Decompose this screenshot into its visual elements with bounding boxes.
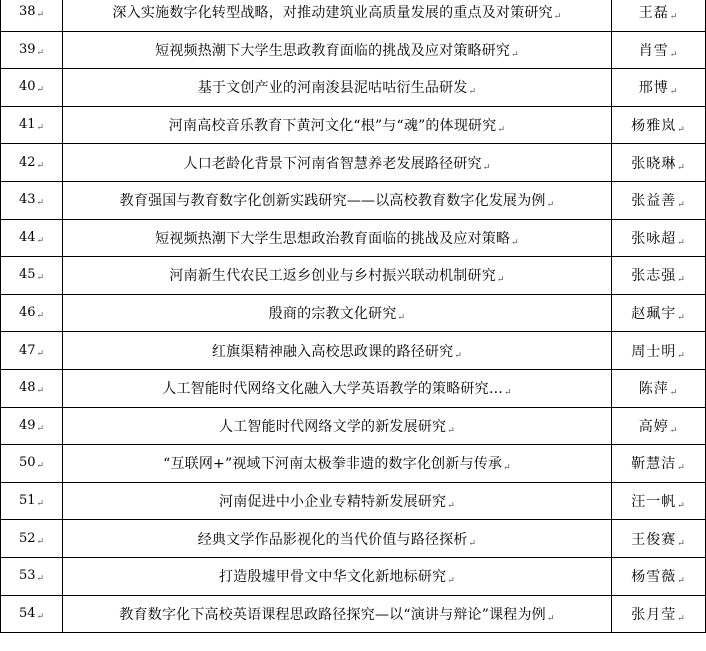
- project-title-text: 基于文创产业的河南浚县泥咕咕衍生品研发: [197, 80, 468, 97]
- paragraph-mark-icon: ↵: [677, 350, 686, 361]
- row-number-text: 38: [19, 4, 36, 20]
- project-title-text: 殷商的宗教文化研究: [268, 306, 397, 323]
- row-number-text: 43: [19, 192, 36, 208]
- row-number-cell: [1, 69, 63, 107]
- project-title-text: 红旗渠精神融入高校思政课的路径研究: [211, 343, 454, 360]
- person-name-cell: [612, 181, 706, 219]
- project-title-text: 河南新生代农民工返乡创业与乡村振兴联动机制研究: [169, 268, 496, 285]
- project-title-cell: [63, 595, 612, 633]
- project-title-cell: [63, 369, 612, 407]
- table-row: [1, 482, 706, 520]
- row-number-text: 49: [19, 417, 36, 433]
- row-number-text: 46: [19, 305, 36, 321]
- paragraph-mark-icon: ↵: [36, 611, 45, 622]
- paragraph-mark-icon: ↵: [504, 388, 512, 399]
- paragraph-mark-icon: ↵: [669, 12, 679, 23]
- paragraph-mark-icon: ↵: [677, 275, 686, 286]
- table-row: [1, 106, 706, 144]
- row-number-text: 52: [19, 530, 36, 546]
- person-name-text: 肖雪: [638, 42, 669, 59]
- paragraph-mark-icon: ↵: [677, 613, 686, 624]
- project-title-text: 短视频热潮下大学生思政教育面临的挑战及应对策略研究: [155, 42, 511, 59]
- row-number-cell: [1, 482, 63, 520]
- row-number-cell: [1, 332, 63, 370]
- paragraph-mark-icon: ↵: [468, 538, 477, 549]
- paragraph-mark-icon: ↵: [36, 348, 45, 359]
- paragraph-mark-icon: ↵: [553, 12, 562, 23]
- paragraph-mark-icon: ↵: [669, 87, 679, 98]
- table-row: [1, 445, 706, 483]
- person-name-cell: [612, 0, 706, 31]
- row-number-text: 41: [19, 117, 36, 133]
- paragraph-mark-icon: ↵: [468, 87, 477, 98]
- paragraph-mark-icon: ↵: [36, 574, 45, 585]
- row-number-text: 44: [19, 229, 36, 245]
- person-name-cell: [612, 144, 706, 182]
- person-name-cell: [612, 407, 706, 445]
- paragraph-mark-icon: ↵: [669, 425, 679, 436]
- project-title-text: 经典文学作品影视化的当代价值与路径探析: [197, 531, 468, 548]
- project-title-text: 打造殷墟甲骨文中华文化新地标研究: [219, 569, 447, 586]
- person-name-text: 王俊赛: [631, 531, 677, 548]
- project-title-cell: [63, 257, 612, 295]
- row-number-cell: [1, 520, 63, 558]
- paragraph-mark-icon: ↵: [36, 423, 45, 434]
- paragraph-mark-icon: ↵: [36, 198, 45, 209]
- paragraph-mark-icon: ↵: [677, 501, 686, 512]
- person-name-cell: [612, 482, 706, 520]
- table-row: [1, 219, 706, 257]
- project-title-text: 河南促进中小企业专精特新发展研究: [219, 494, 447, 511]
- person-name-text: 邢博: [638, 80, 669, 97]
- table-row: [1, 257, 706, 295]
- person-name-cell: [612, 69, 706, 107]
- row-number-cell: [1, 294, 63, 332]
- table-row: [1, 144, 706, 182]
- table-row: [1, 369, 706, 407]
- project-title-cell: [63, 181, 612, 219]
- project-title-cell: [63, 520, 612, 558]
- row-number-cell: [1, 106, 63, 144]
- project-title-cell: [63, 482, 612, 520]
- project-title-text: 人工智能时代网络文学的新发展研究: [219, 418, 447, 435]
- person-name-text: 靳慧洁: [631, 456, 677, 473]
- project-title-cell: [63, 0, 612, 31]
- person-name-text: 汪一帆: [631, 494, 677, 511]
- row-number-cell: [1, 557, 63, 595]
- table-row: [1, 31, 706, 69]
- row-number-cell: [1, 407, 63, 445]
- table-row: [1, 557, 706, 595]
- person-name-cell: [612, 595, 706, 633]
- paragraph-mark-icon: ↵: [677, 237, 686, 248]
- paragraph-mark-icon: ↵: [447, 425, 455, 436]
- row-number-text: 50: [19, 455, 36, 471]
- row-number-cell: [1, 181, 63, 219]
- project-title-cell: [63, 294, 612, 332]
- paragraph-mark-icon: ↵: [546, 200, 555, 211]
- row-number-cell: [1, 369, 63, 407]
- paragraph-mark-icon: ↵: [669, 388, 679, 399]
- paragraph-mark-icon: ↵: [511, 237, 519, 248]
- person-name-text: 张益善: [631, 193, 677, 210]
- paragraph-mark-icon: ↵: [36, 235, 45, 246]
- row-number-text: 48: [19, 380, 36, 396]
- person-name-text: 张月莹: [631, 606, 677, 623]
- person-name-cell: [612, 294, 706, 332]
- project-title-text: 短视频热潮下大学生思想政治教育面临的挑战及应对策略: [155, 230, 511, 247]
- project-title-cell: [63, 557, 612, 595]
- paragraph-mark-icon: ↵: [503, 463, 511, 474]
- paragraph-mark-icon: ↵: [677, 200, 686, 211]
- paragraph-mark-icon: ↵: [447, 576, 455, 587]
- project-title-cell: [63, 69, 612, 107]
- person-name-text: 张咏超: [631, 230, 677, 247]
- project-title-cell: [63, 332, 612, 370]
- project-title-cell: [63, 219, 612, 257]
- person-name-cell: [612, 219, 706, 257]
- table-row: [1, 520, 706, 558]
- project-title-cell: [63, 31, 612, 69]
- paragraph-mark-icon: ↵: [482, 162, 491, 173]
- paragraph-mark-icon: ↵: [397, 313, 406, 324]
- paragraph-mark-icon: ↵: [36, 386, 45, 397]
- paragraph-mark-icon: ↵: [36, 10, 45, 21]
- table-row: [1, 181, 706, 219]
- paragraph-mark-icon: ↵: [677, 125, 686, 136]
- person-name-text: 陈萍: [638, 381, 669, 398]
- paragraph-mark-icon: ↵: [454, 350, 463, 361]
- table-row: [1, 0, 706, 31]
- project-title-text: 教育数字化下高校英语课程思政路径探究—以“演讲与辩论”课程为例: [119, 606, 546, 623]
- paragraph-mark-icon: ↵: [669, 49, 679, 60]
- person-name-text: 杨雪薇: [631, 569, 677, 586]
- paragraph-mark-icon: ↵: [36, 311, 45, 322]
- paragraph-mark-icon: ↵: [36, 160, 45, 171]
- table-body: [1, 0, 706, 633]
- row-number-cell: [1, 0, 63, 31]
- project-title-cell: [63, 407, 612, 445]
- row-number-text: 45: [19, 267, 36, 283]
- row-number-cell: [1, 445, 63, 483]
- row-number-cell: [1, 144, 63, 182]
- person-name-text: 周士明: [631, 343, 677, 360]
- person-name-text: 杨雅岚: [631, 118, 677, 135]
- row-number-text: 39: [19, 41, 36, 57]
- person-name-cell: [612, 520, 706, 558]
- paragraph-mark-icon: ↵: [447, 501, 455, 512]
- paragraph-mark-icon: ↵: [36, 536, 45, 547]
- person-name-cell: [612, 31, 706, 69]
- paragraph-mark-icon: ↵: [497, 125, 506, 136]
- paragraph-mark-icon: ↵: [677, 576, 686, 587]
- paragraph-mark-icon: ↵: [36, 47, 45, 58]
- person-name-cell: [612, 106, 706, 144]
- table-row: [1, 294, 706, 332]
- person-name-cell: [612, 557, 706, 595]
- paragraph-mark-icon: ↵: [511, 49, 519, 60]
- row-number-text: 53: [19, 568, 36, 584]
- row-number-text: 51: [19, 493, 36, 509]
- person-name-text: 张晓琳: [631, 155, 677, 172]
- project-title-text: 教育强国与教育数字化创新实践研究——以高校教育数字化发展为例: [119, 193, 546, 210]
- table-row: [1, 69, 706, 107]
- row-number-text: 54: [19, 605, 36, 621]
- project-title-text: 人工智能时代网络文化融入大学英语教学的策略研究…: [162, 381, 504, 398]
- project-title-text: 深入实施数字化转型战略，对推动建筑业高质量发展的重点及对策研究: [112, 5, 553, 22]
- paragraph-mark-icon: ↵: [677, 538, 686, 549]
- project-title-cell: [63, 445, 612, 483]
- person-name-text: 高婷: [638, 418, 669, 435]
- person-name-text: 赵珮宇: [631, 306, 677, 323]
- paragraph-mark-icon: ↵: [36, 123, 45, 134]
- paragraph-mark-icon: ↵: [546, 613, 555, 624]
- person-name-cell: [612, 257, 706, 295]
- paragraph-mark-icon: ↵: [677, 463, 686, 474]
- row-number-text: 47: [19, 342, 36, 358]
- row-number-text: 42: [19, 154, 36, 170]
- row-number-cell: [1, 595, 63, 633]
- paragraph-mark-icon: ↵: [496, 275, 505, 286]
- project-title-text: 人口老龄化背景下河南省智慧养老发展路径研究: [183, 155, 482, 172]
- row-number-cell: [1, 219, 63, 257]
- project-title-cell: [63, 144, 612, 182]
- paragraph-mark-icon: ↵: [677, 313, 686, 324]
- paragraph-mark-icon: ↵: [36, 273, 45, 284]
- person-name-text: 王磊: [638, 5, 669, 22]
- paragraph-mark-icon: ↵: [36, 85, 45, 96]
- paragraph-mark-icon: ↵: [36, 461, 45, 472]
- person-name-cell: [612, 445, 706, 483]
- project-title-text: “互联网+”视域下河南太极拳非遗的数字化创新与传承: [163, 456, 503, 473]
- row-number-text: 40: [19, 79, 36, 95]
- person-name-cell: [612, 369, 706, 407]
- project-title-cell: [63, 106, 612, 144]
- paragraph-mark-icon: ↵: [36, 499, 45, 510]
- table-row: [1, 407, 706, 445]
- person-name-text: 张志强: [631, 268, 677, 285]
- table-row: [1, 595, 706, 633]
- paragraph-mark-icon: ↵: [677, 162, 686, 173]
- project-title-text: 河南高校音乐教育下黄河文化“根”与“魂”的体现研究: [168, 118, 497, 135]
- row-number-cell: [1, 31, 63, 69]
- table-row: [1, 332, 706, 370]
- person-name-cell: [612, 332, 706, 370]
- row-number-cell: [1, 257, 63, 295]
